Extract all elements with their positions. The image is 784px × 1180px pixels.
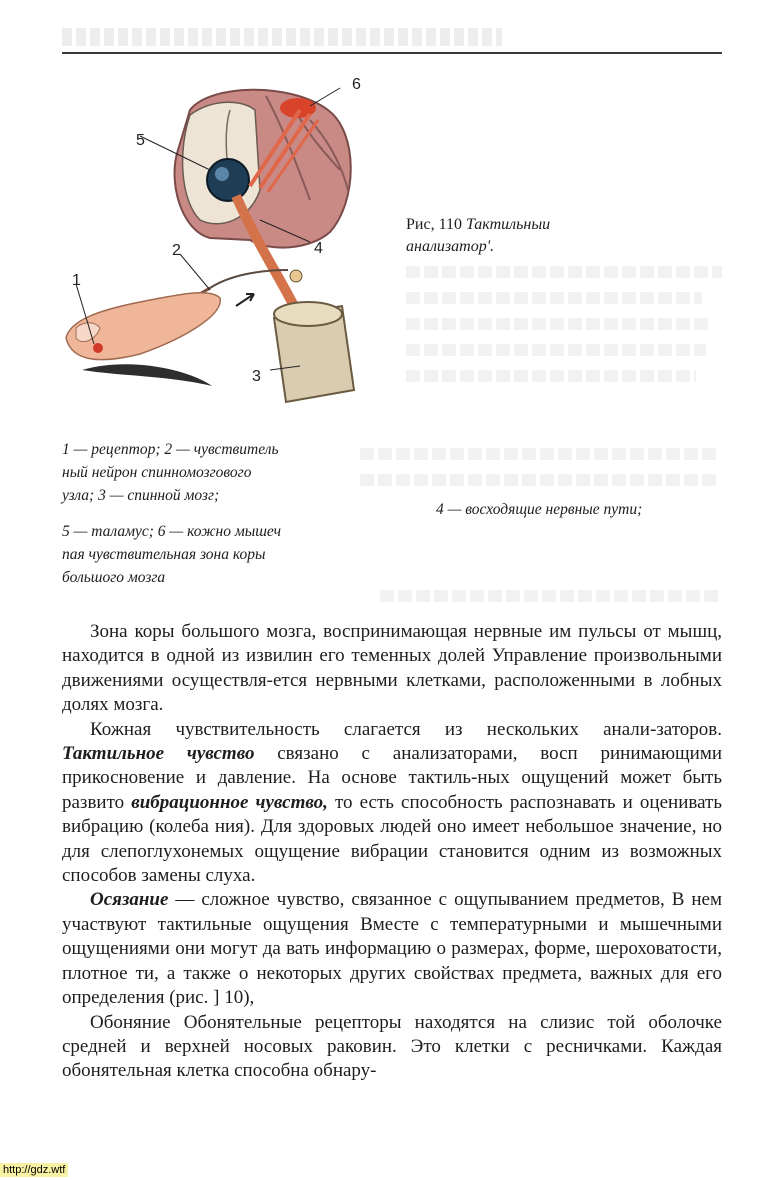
paragraph-skin-sensitivity: [62, 718, 722, 889]
term-tactile-sense: Тактильное чувство: [62, 743, 255, 765]
text-run: — сложное чувство, связанное с ощупыванием предметов, В нем участвуют тактильные ощущения Вместе с температурными и мышечными ощущениями они могут да вать информацию о размерах, форме, шероховатости, плотное ти, а также о некоторых других свойствах предмета, важных для его определения (рис. ] 10),: [62, 889, 723, 1009]
tactile-analyzer-figure: [60, 70, 370, 410]
bleed-through-line: [406, 292, 702, 304]
bleed-through-line: [360, 474, 720, 486]
legend-line: узла; 3 — спинной мозг;: [62, 487, 220, 504]
figure-label-1: 1: [72, 272, 81, 289]
source-link[interactable]: http://gdz.wtf: [0, 1163, 68, 1177]
paragraph-touch: [62, 888, 722, 1010]
text-run: то есть способность распознавать и оценивать вибрацию (колеба ния). Для здоровых людей оно имеет небольшое значение, но для слепоглухонемых ощущение вибрации становится одним из возможных способов замены слуха.: [62, 791, 723, 887]
text-run: связано с анализаторами, восп ринимающими прикосновение и давление. На основе тактиль-ных ощущений может быть развито: [62, 743, 723, 813]
figure-caption: [406, 214, 636, 258]
figure-label-2: 2: [172, 242, 181, 259]
paragraph-motor-zone: Зона коры большого мозга, воспринимающая нервные им пульсы от мышц, находится в одной из извилин его теменных долей Управление произвольными движениями осуществля-ется нервными клетками, расположенными в лобных долях мозга.: [62, 621, 722, 716]
figure-label-5: 5: [136, 132, 145, 149]
body-text: [62, 620, 722, 1084]
paragraph-smell: Обоняние Обонятельные рецепторы находятся на слизис той оболочке средней и верхней носовых раковин. Это клетки с ресничками. Каждая обонятельная клетка способна обнару-: [62, 1011, 722, 1082]
bleed-through-line: [406, 266, 722, 278]
legend-line: ный нейрон спинномозгового: [62, 464, 252, 481]
figure-label-4: 4: [314, 240, 323, 257]
caption-number: Рис, 110: [406, 216, 462, 233]
tactile-analyzer-illustration: [60, 70, 370, 410]
legend-line: пая чувствительная зона коры: [62, 546, 266, 563]
bleed-through-line: [360, 448, 720, 460]
legend-line: большого мозга: [62, 569, 166, 586]
bleed-through-line: [406, 318, 712, 330]
figure-legend: [62, 438, 279, 507]
bleed-through-line: [406, 370, 696, 382]
running-header: [62, 28, 502, 46]
bleed-through-line: [406, 344, 706, 356]
bleed-through-line: [380, 590, 720, 602]
legend-item-4: 4 — восходящие нервные пути;: [436, 501, 643, 518]
figure-label-3: 3: [252, 368, 261, 385]
caption-title: Тактильныи анализатор'.: [406, 216, 551, 255]
figure-legend-continued: [62, 520, 281, 589]
term-vibration-sense: вибрационное чувство,: [131, 791, 328, 813]
text-run: Кожная чувствительность слагается из нескольких анали-заторов.: [90, 718, 722, 740]
legend-line: 5 — таламус; 6 — кожно мышеч: [62, 523, 281, 540]
header-rule: [62, 52, 722, 54]
term-touch: Осязание: [90, 889, 169, 911]
figure-label-6: 6: [352, 76, 361, 93]
legend-line: 1 — рецептор; 2 — чувствитель: [62, 441, 279, 458]
